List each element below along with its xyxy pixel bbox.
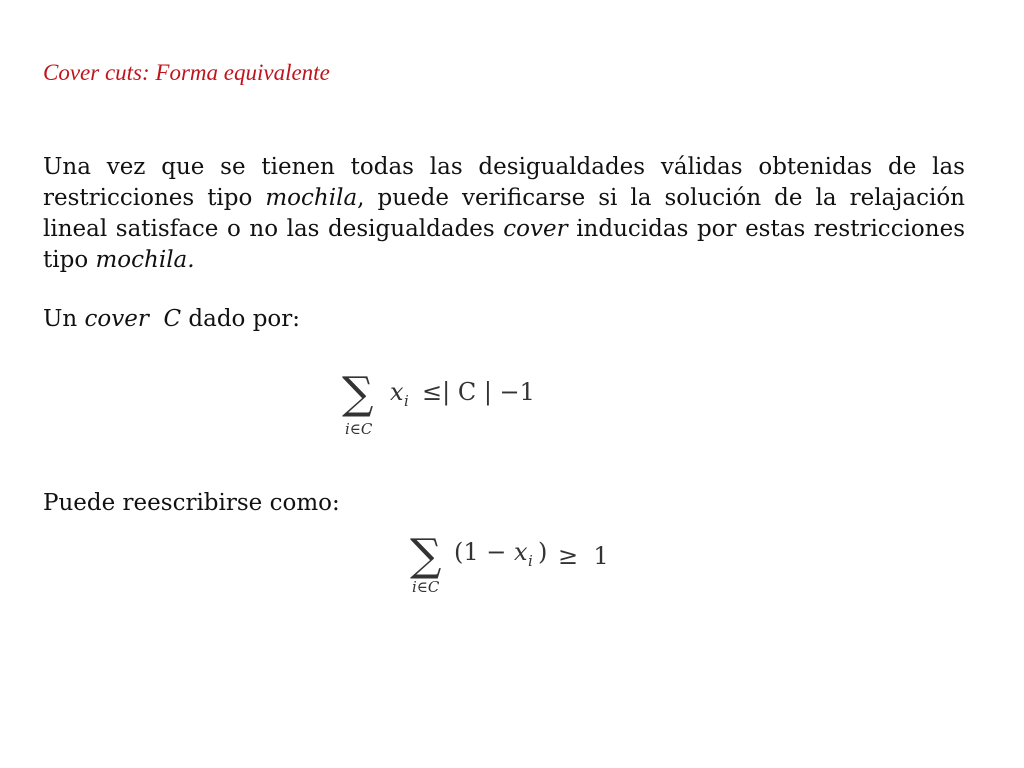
variable-subscript-2: i [528, 552, 533, 570]
rewritten-inequality-svg [408, 524, 628, 604]
variable-x-2: x [514, 538, 528, 566]
cover-inequality-svg [340, 362, 570, 442]
inequality-rhs-2: ≥ 1 [558, 542, 609, 570]
sum-subscript-2: i∈C [412, 578, 440, 596]
paragraph-emphasis-cover: cover [503, 216, 568, 242]
cover-line-suffix: dado por: [181, 306, 301, 332]
paragraph-text-3: inducidas por estas restricciones tipo [43, 216, 966, 273]
paragraph-emphasis-mochila-end: mochila. [95, 247, 195, 273]
variable-x: x [390, 378, 404, 406]
variable-subscript: i [404, 392, 409, 410]
cover-line-prefix: Un [43, 306, 85, 332]
sum-subscript: i∈C [345, 420, 373, 438]
slide-title: Cover cuts: Forma equivalente [43, 60, 330, 85]
cover-definition-line [43, 306, 300, 332]
paragraph-emphasis-mochila: mochila [265, 185, 358, 211]
inequality-rhs: ≤| C | −1 [422, 378, 535, 406]
paragraph-text-1: Una vez que se tienen todas las desigualdades válidas obtenidas de las restricciones tipo [43, 154, 965, 211]
lhs-open: (1 − [454, 538, 514, 566]
rewrite-line: Puede reescribirse como: [43, 490, 340, 516]
sum-symbol-2: ∑ [410, 530, 442, 581]
body-paragraph [43, 152, 965, 276]
cover-line-emphasis: cover C [84, 306, 182, 332]
rewritten-inequality-formula [408, 524, 628, 604]
paragraph-text-2: , puede verificarse si la solución de la relajación lineal satisface o no las desigualdades [43, 185, 965, 242]
lhs-close: ) [538, 538, 548, 566]
sum-symbol: ∑ [342, 368, 374, 419]
cover-inequality-formula [340, 362, 570, 442]
